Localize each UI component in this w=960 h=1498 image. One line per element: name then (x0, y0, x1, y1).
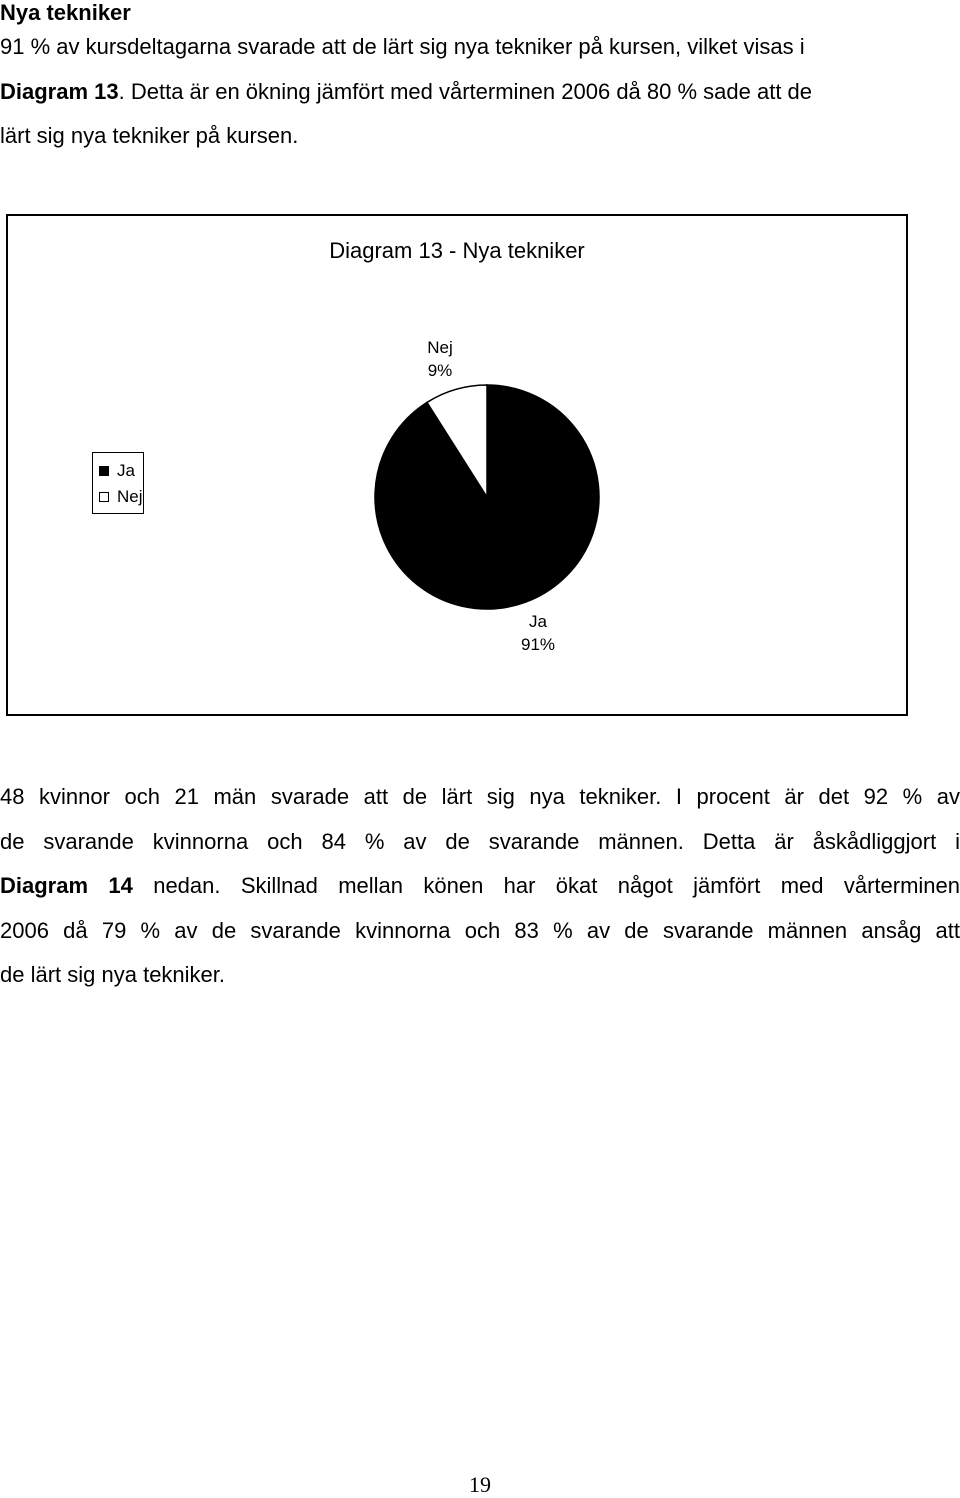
legend-swatch-ja (99, 466, 109, 476)
results-line: 2006 då 79 % av de svarande kvinnorna och 83 % av de svarande männen ansåg att (0, 917, 960, 943)
legend-label-ja: Ja (117, 461, 135, 480)
slice-label-ja-value: 91% (520, 635, 556, 654)
slice-label-nej-value: 9% (427, 361, 453, 380)
chart-legend (92, 452, 144, 514)
intro-line: 91 % av kursdeltagarna svarade att de lärt sig nya tekniker på kursen, vilket visas i (0, 34, 805, 59)
results-paragraph (0, 775, 960, 998)
slice-label-ja (498, 610, 578, 656)
diagram-reference: Diagram 14 (0, 873, 133, 898)
slice-label-nej (400, 336, 480, 382)
chart-title: Diagram 13 - Nya tekniker (329, 238, 585, 263)
intro-paragraph (0, 25, 960, 159)
results-line: de lärt sig nya tekniker. (0, 962, 226, 987)
slice-label-ja-name: Ja (529, 612, 547, 631)
section-heading: Nya tekniker (0, 0, 131, 25)
intro-line: lärt sig nya tekniker på kursen. (0, 123, 299, 148)
slice-label-nej-name: Nej (427, 338, 453, 357)
diagram-reference: Diagram 13 (0, 78, 119, 104)
intro-line: Diagram 13. Detta är en ökning jämfört med vårterminen 2006 då 80 % sade att de (0, 78, 813, 104)
pie-chart (6, 214, 908, 716)
legend-swatch-nej (99, 492, 109, 502)
results-line: 48 kvinnor och 21 män svarade att de lärt sig nya tekniker. I procent är det 92 % av (0, 784, 960, 809)
results-line: de svarande kvinnorna och 84 % av de svarande männen. Detta är åskådliggjort i (0, 828, 960, 854)
legend-label-nej: Nej (117, 487, 143, 506)
results-line: Diagram 14 nedan. Skillnad mellan könen har ökat något jämfört med vårterminen (0, 873, 960, 898)
page-number: 19 (469, 1472, 491, 1497)
